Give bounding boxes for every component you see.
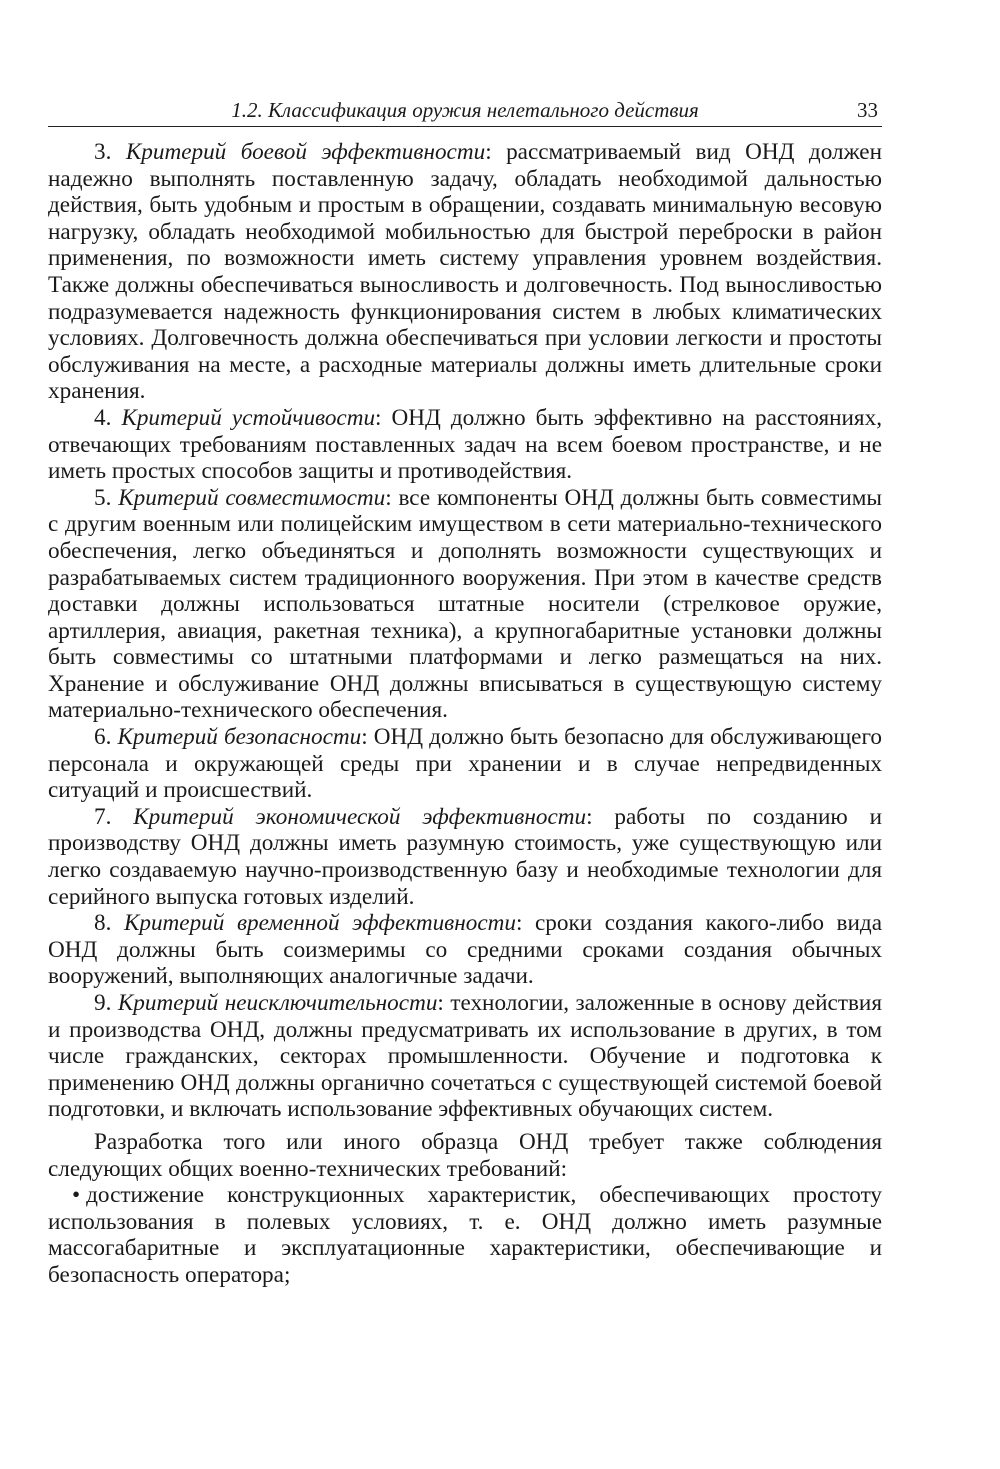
criterion-number: 8. <box>94 910 124 937</box>
criterion-term: Критерий боевой эффективности <box>125 139 486 165</box>
criterion-term: Критерий совместимости <box>118 484 386 511</box>
criterion-text: : сроки создания какого-либо вида ОНД должны быть соизмеримы со средними сроками создания обычных вооружений, выполняющих аналогичные задачи. <box>48 910 883 990</box>
bullet-item <box>48 1182 882 1288</box>
criterion-number: 3. <box>94 139 126 165</box>
criterion-number: 9. <box>94 990 118 1016</box>
bullet-text: достижение конструкционных характеристик, обеспечивающих простоту использования в полевых условиях, т. е. ОНД должно иметь разумные массогабаритные и эксплуатационные характеристики, обеспечивающие и безопасность оператора; <box>48 1182 882 1288</box>
criterion-paragraph <box>48 139 882 405</box>
criterion-term: Критерий экономической эффективности <box>133 803 587 830</box>
criterion-number: 5. <box>94 484 119 511</box>
criterion-paragraph <box>48 485 882 724</box>
criterion-text: : технологии, заложенные в основу действия и производства ОНД, должны предусматривать их использование в других, в том числе гражданских, секторах промышленности. Обучение и подготовка к применению ОНД должны органично сочетаться с существующей системой боевой подготовки, и включать использование эффективных обучающих систем. <box>48 990 882 1123</box>
criterion-term: Критерий временной эффективности <box>123 910 516 937</box>
criterion-term: Критерий неисключительности <box>117 990 438 1016</box>
criterion-text: : рассматриваемый вид ОНД должен надежно выполнять поставленную задачу, обладать необходимой дальностью действия, быть удобным и простым в обращении, создавать минимальную весовую нагрузку, обладать необходимой мобильностью для быстрой переброски в район применения, по возможности иметь систему управления уровнем воздействия. Также должны обеспечиваться выносливость и долговечность. Под выносливостью подразумевается надежность функционирования систем в любых климатических условиях. Долговечность должна обеспечиваться при условии легкости и простоты обслуживания на месте, а расходные материалы должны иметь длительные сроки хранения. <box>48 139 882 405</box>
criterion-text: : ОНД должно быть безопасно для обслуживающего персонала и окружающей среды при хранении и в случае непредвиденных ситуаций и происшествий. <box>48 724 882 804</box>
criterion-text: : все компоненты ОНД должны быть совместимы с другим военным или полицейским имуществом в сети материально-технического обеспечения, легко объединяться и дополнять возможности существующих и разрабатываемых систем традиционного вооружения. При этом в качестве средств доставки должны использоваться штатные носители (стрелковое оружие, артиллерия, авиация, ракетная техника), а крупногабаритные установки должны быть совместимы со штатными платформами и легко размещаться на них. Хранение и обслуживание ОНД должны вписываться в существующую систему материально-технического обеспечения. <box>48 484 883 724</box>
body-text <box>48 139 882 1289</box>
criterion-paragraph <box>48 910 882 990</box>
criterion-term: Критерий устойчивости <box>121 404 376 431</box>
criterion-paragraph <box>48 804 882 910</box>
bullet-icon: • <box>72 1182 81 1209</box>
section-title: 1.2. Классификация оружия нелетального действия <box>231 98 699 122</box>
book-page <box>48 92 882 1289</box>
criterion-paragraph <box>48 405 882 485</box>
running-header <box>48 92 882 127</box>
criterion-term: Критерий безопасности <box>117 724 362 751</box>
criterion-number: 6. <box>94 724 118 751</box>
criterion-number: 4. <box>94 404 122 431</box>
summary-paragraph: Разработка того или иного образца ОНД требует также соблюдения следующих общих военно-технических требований: <box>48 1128 882 1182</box>
criterion-text: : ОНД должно быть эффективно на расстояниях, отвечающих требованиям поставленных задач на всем боевом пространстве, и не иметь простых способов защиты и противодействия. <box>48 404 882 485</box>
criterion-text: : работы по созданию и производству ОНД должны иметь разумную стоимость, уже существующую или легко создаваемую научно-производственную базу и необходимые технологии для серийного выпуска готовых изделий. <box>48 803 882 910</box>
criterion-number: 7. <box>94 803 134 830</box>
criterion-paragraph <box>48 990 882 1123</box>
page-number: 33 <box>857 98 878 122</box>
criterion-paragraph <box>48 724 882 804</box>
